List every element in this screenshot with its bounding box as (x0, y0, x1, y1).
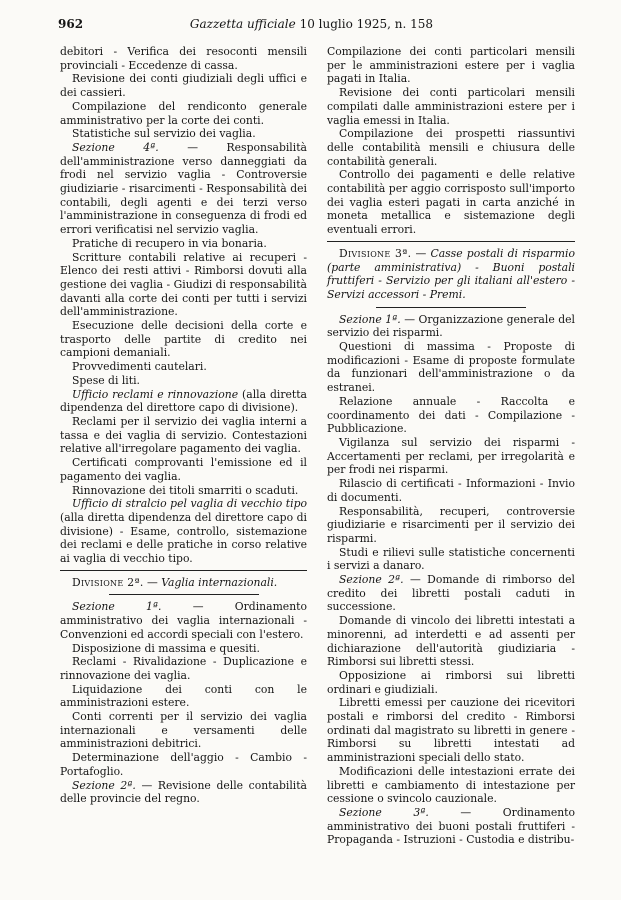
paragraph: Conti correnti per il servizio dei vaglia internazionali e versamenti delle amministrazioni debitrici. (60, 710, 307, 751)
paragraph: Modificazioni delle intestazioni errate dei libretti e cambiamento di intestazione per cessione o svincolo cauzionale. (327, 764, 575, 806)
section-paragraph (327, 806, 575, 847)
paragraph: Questioni di massima - Proposte di modificazioni - Esame di proposte formulate da funzionari dell'amministrazione o da estranei. (327, 340, 575, 395)
running-head (58, 17, 565, 31)
paragraph: Liquidazione dei conti con le amministrazioni estere. (60, 682, 307, 710)
office-text: (alla diretta dipendenza del direttore capo di divisione). (60, 387, 307, 415)
page-header (58, 17, 565, 35)
divider (376, 307, 526, 308)
journal-name: Gazzetta ufficiale (189, 17, 296, 31)
office-paragraph (60, 388, 307, 415)
paragraph: Statistiche sul servizio dei vaglia. (72, 127, 256, 141)
paragraph: Compilazione dei conti particolari mensili per le amministrazioni estere per i vaglia pagati in Italia. (327, 45, 575, 86)
division-label: Divisione 3ª. (339, 246, 412, 260)
division-title: Casse postali di risparmio (parte amministrativa) - Buoni postali fruttiferi - Servizio per gli italiani all'estero - Servizi accessori - Premi. (327, 246, 575, 301)
divider (327, 241, 575, 242)
right-column (327, 45, 575, 847)
paragraph: Rinnovazione dei titoli smarriti o scaduti. (72, 483, 299, 497)
section-text: — Ordinamento amministrativo dei buoni postali fruttiferi - Propaganda - Istruzioni - Custodia e distribu- (327, 805, 575, 847)
section-label: Sezione 1ª. (339, 312, 401, 326)
section-label: Sezione 2ª. (72, 778, 136, 792)
paragraph: Responsabilità, recuperi, controversie giudiziarie e risarcimenti per il servizio dei risparmi. (327, 504, 575, 545)
office-paragraph (60, 497, 307, 566)
paragraph: Vigilanza sul servizio dei risparmi - Accertamenti per reclami, per irregolarità e per frodi nei risparmi. (327, 435, 575, 477)
section-paragraph (60, 779, 307, 806)
section-paragraph (327, 313, 575, 340)
paragraph: Disposizione di massima e quesiti. (72, 641, 260, 655)
section-text: — Responsabilità dell'amministrazione verso danneggiati da frodi nel servizio vaglia - Controversie giudiziarie - risarcimenti - Responsabilità dei contabili, degli agenti e dei terzi verso l'amministrazione in conseguenza di frodi ed errori verificatisi nel servizio vaglia. (60, 140, 307, 237)
left-column (60, 45, 307, 806)
paragraph: Spese di liti. (72, 373, 140, 387)
paragraph: Pratiche di recupero in via bonaria. (72, 236, 267, 250)
division-heading: Divisione 3ª. — Casse postali di risparmio (parte amministrativa) - Buoni postali fruttiferi - Servizio per gli italiani all'estero - Servizi accessori - Premi. (327, 246, 575, 301)
divider (109, 594, 259, 595)
section-label: Sezione 4ª. (72, 140, 159, 154)
paragraph: Scritture contabili relative ai recuperi - Elenco dei resti attivi - Rimborsi dovuti alla gestione dei vaglia - Giudizi di responsabilità davanti alla corte dei conti per tutti i servizi dell'amministrazione. (60, 250, 307, 319)
section-text: — Revisione delle contabilità delle provincie del regno. (60, 778, 307, 806)
section-text: — Domande di rimborso del credito dei libretti postali caduti in successione. (327, 573, 575, 614)
division-label: Divisione 2ª. (72, 575, 144, 589)
paragraph: Reclami per il servizio dei vaglia interni a tassa e dei vaglia di servizio. Contestazioni relative all'irregolare pagamento dei vaglia. (60, 414, 307, 456)
paragraph: Controllo dei pagamenti e delle relative contabilità per aggio corrisposto sull'importo dei vaglia esteri pagati in carta anziché in moneta metallica e sistemazione degli eventuali errori. (327, 168, 575, 237)
paragraph: debitori - Verifica dei resoconti mensili provinciali - Eccedenze di cassa. (60, 45, 307, 72)
paragraph: Relazione annuale - Raccolta e coordinamento dei dati - Compilazione - Pubblicazione. (327, 394, 575, 436)
paragraph: Libretti emessi per cauzione dei ricevitori postali e rimborsi del credito - Rimborsi ordinati dal magistrato su libretti in genere - Rimborsi su libretti intestati ad amministrazioni speciali dello stato. (327, 696, 575, 765)
paragraph: Determinazione dell'aggio - Cambio - Portafoglio. (60, 751, 307, 778)
paragraph: Revisione dei conti giudiziali degli uffici e dei cassieri. (60, 72, 307, 100)
paragraph: Studi e rilievi sulle statistiche concernenti i servizi a danaro. (327, 545, 575, 573)
section-paragraph (60, 141, 307, 237)
paragraph: Revisione dei conti particolari mensili compilati dalle amministrazioni estere per i vaglia emessi in Italia. (327, 86, 575, 127)
office-label: Ufficio reclami e rinnovazione (72, 387, 239, 401)
paragraph: Esecuzione delle decisioni della corte e trasporto delle partite di credito nei campioni demaniali. (60, 319, 307, 360)
paragraph: Rilascio di certificati - Informazioni - Invio di documenti. (327, 477, 575, 504)
paragraph: Compilazione dei prospetti riassuntivi delle contabilità mensili e chiusura delle contabilità generali. (327, 127, 575, 168)
paragraph: Certificati comprovanti l'emissione ed il pagamento dei vaglia. (60, 456, 307, 483)
section-label: Sezione 3ª. (339, 805, 429, 819)
office-text: (alla diretta dipendenza del direttore capo di divisione) - Esame, controllo, sistemazione dei reclami e delle pratiche in corso relative ai vaglia di vecchio tipo. (60, 510, 307, 566)
paragraph: Compilazione del rendiconto generale amministrativo per la corte dei conti. (60, 99, 307, 127)
divider (60, 570, 307, 571)
section-text: — Ordinamento amministrativo dei vaglia internazionali - Convenzioni ed accordi speciali con l'estero. (60, 600, 307, 641)
section-label: Sezione 2ª. (339, 573, 404, 587)
paragraph: Reclami - Rivalidazione - Duplicazione e rinnovazione dei vaglia. (60, 655, 307, 682)
division-title: Vaglia internazionali. (161, 575, 278, 589)
section-text: — Organizzazione generale del servizio dei risparmi. (327, 312, 575, 340)
section-label: Sezione 1ª. (72, 600, 162, 614)
issue-date: 10 luglio 1925, n. 158 (299, 17, 434, 31)
office-label: Ufficio di stralcio pel vaglia di vecchio tipo (72, 497, 307, 511)
page-number: 962 (58, 17, 84, 31)
paragraph: Provvedimenti cautelari. (72, 360, 207, 374)
paragraph: Domande di vincolo dei libretti intestati a minorenni, ad interdetti e ad assenti per dichiarazione dell'autorità giudiziaria - Rimborsi sui libretti stessi. (327, 614, 575, 669)
paragraph: Opposizione ai rimborsi sui libretti ordinari e giudiziali. (327, 668, 575, 696)
section-paragraph (327, 573, 575, 614)
section-paragraph (60, 600, 307, 641)
division-heading: Divisione 2ª. — Vaglia internazionali. (72, 575, 278, 589)
